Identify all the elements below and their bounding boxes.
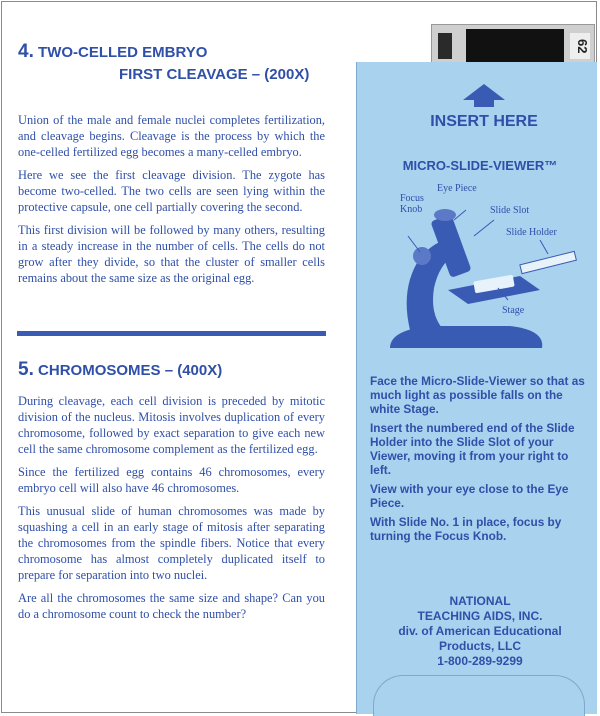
up-arrow-stem <box>474 99 494 107</box>
company-name-line1: NATIONAL <box>449 594 511 608</box>
section-4-body <box>18 112 325 293</box>
instruction-item: Insert the numbered end of the Slide Holder into the Slide Slot of your Viewer, moving it from your right to left. <box>370 421 575 477</box>
section-5-paragraph: Since the fertilized egg contains 46 chromosomes, every embryo cell will also have 46 chromosomes. <box>18 465 325 495</box>
instruction-item: Face the Micro-Slide-Viewer so that as much light as possible falls on the white Stage. <box>370 374 585 416</box>
section-4-paragraph: Here we see the first cleavage division. The zygote has become two-celled. The two cells are seen lying within the protective capsule, one cell partially covering the second. <box>18 168 325 214</box>
slide-film-strip <box>431 24 595 66</box>
film-number: 62 <box>570 33 590 59</box>
insert-here-label: INSERT HERE <box>430 113 538 130</box>
section-5-title: CHROMOSOMES – (400X) <box>38 362 223 379</box>
section-5-paragraph: This unusual slide of human chromosomes was made by squashing a cell in an early stage of mitosis after separating the chromosomes from the spindle fibers. Notice that every chromosome has almost completely duplicated itself to prepare for separation into two nuclei. <box>18 504 325 582</box>
section-4-heading <box>18 42 328 85</box>
section-5-paragraph: During cleavage, each cell division is preceded by mitotic division of the nucleus. Mitosis involves duplication of every chromosome, followed by exact separation to give each new cell the same chromosome complement as the fertilized egg. <box>18 394 325 456</box>
up-arrow-icon <box>463 84 505 100</box>
section-5-heading <box>18 360 328 381</box>
eye-piece-label: Eye Piece <box>437 183 477 194</box>
viewer-instructions <box>370 374 592 548</box>
company-phone: 1-800-289-9299 <box>437 654 523 668</box>
instruction-item: With Slide No. 1 in place, focus by turning the Focus Knob. <box>370 515 562 543</box>
slide-holder-label: Slide Holder <box>506 227 557 238</box>
film-frame <box>438 33 452 59</box>
film-window <box>466 29 564 63</box>
section-5-paragraph: Are all the chromosomes the same size and shape? Can you do a chromosome count to check the number? <box>18 591 325 621</box>
instruction-item: View with your eye close to the Eye Piece. <box>370 482 569 510</box>
section-5-body <box>18 393 325 629</box>
company-name-line2: TEACHING AIDS, INC. <box>417 609 543 623</box>
section-4-title-line1: TWO-CELLED EMBRYO <box>38 44 208 61</box>
section-4-number: 4. <box>18 41 34 62</box>
stage-label: Stage <box>502 305 525 316</box>
focus-knob-label: Focus Knob <box>400 193 424 215</box>
section-4-title-line2: FIRST CLEAVAGE – (200X) <box>119 66 310 83</box>
section-4-paragraph: Union of the male and female nuclei completes fertilization, and cleavage begins. Cleavage is the process by which the one-celled fertilized egg becomes a many-celled embryo. <box>18 113 325 159</box>
section-5-number: 5. <box>18 359 34 380</box>
section-4-paragraph: This first division will be followed by many others, resulting in a steady increase in the number of cells. The cells do not grow after they divide, so that the cluster of smaller cells remains about the same size as the original egg. <box>18 223 325 285</box>
company-block <box>362 594 598 669</box>
sleeve-pocket <box>373 675 585 716</box>
section-divider <box>17 331 326 336</box>
slide-slot-label: Slide Slot <box>490 205 530 216</box>
company-division: div. of American Educational <box>398 624 562 638</box>
company-division-2: Products, LLC <box>438 639 521 653</box>
microscope-illustration <box>370 198 594 370</box>
viewer-title: MICRO-SLIDE-VIEWER™ <box>402 158 558 173</box>
